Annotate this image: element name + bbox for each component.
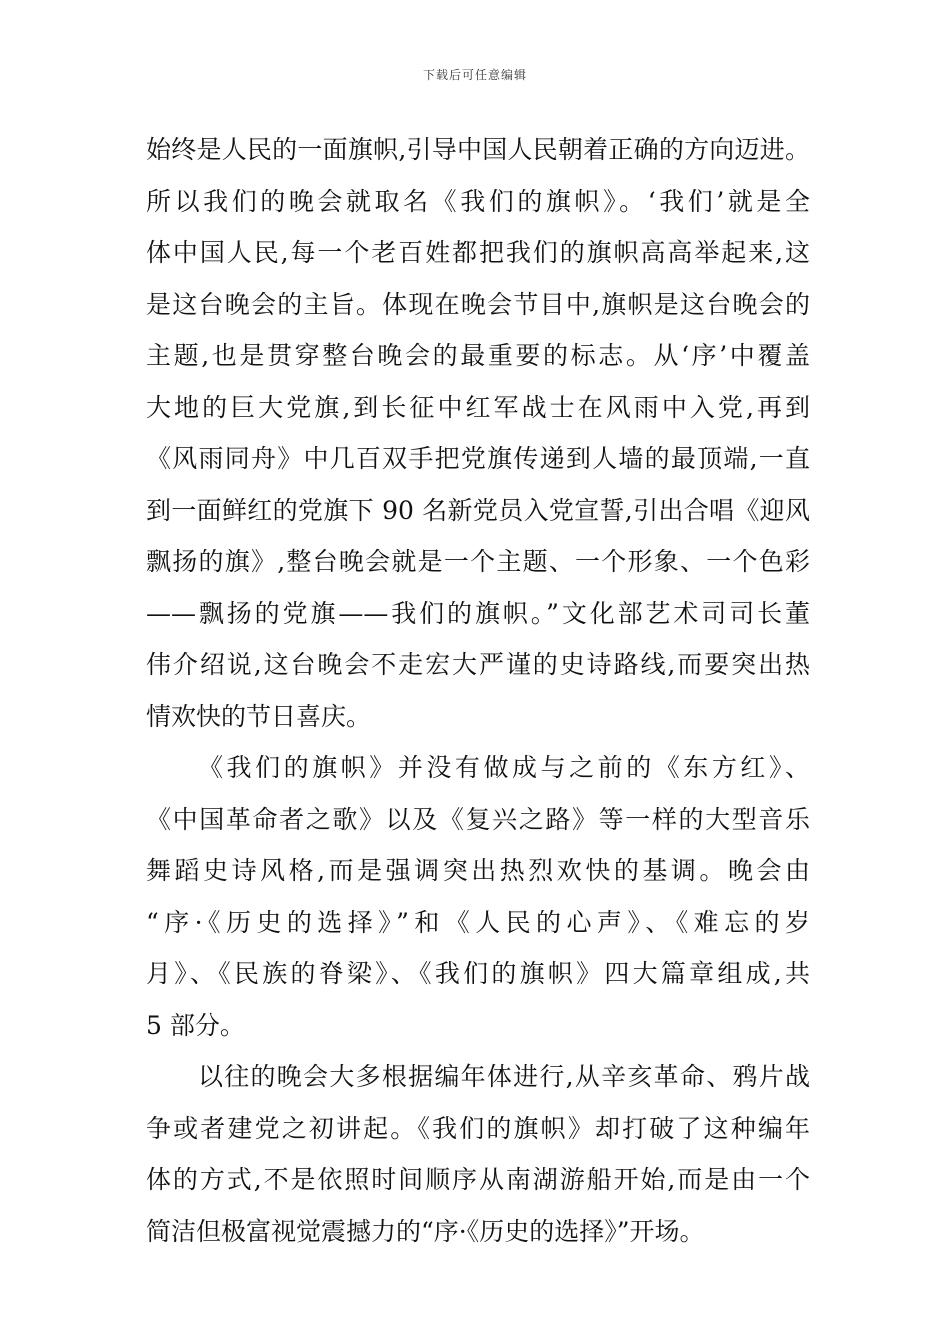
text-line: ——飘扬的党旗——我们的旗帜。”文化部艺术司司长董 — [146, 598, 810, 628]
paragraph-1 — [146, 124, 810, 742]
text-line: 是这台晚会的主旨。体现在晚会节目中,旗帜是这台晚会的 — [146, 289, 810, 319]
text-line: 主题,也是贯穿整台晚会的最重要的标志。从‘序’中覆盖 — [146, 341, 810, 370]
paragraph-3 — [146, 1051, 810, 1257]
text-line: 体中国人民,每一个老百姓都把我们的旗帜高高举起来,这 — [146, 238, 810, 267]
text-line: 舞蹈史诗风格,而是强调突出热烈欢快的基调。晚会由 — [146, 856, 810, 885]
text-line: 伟介绍说,这台晚会不走宏大严谨的史诗路线,而要突出热 — [146, 650, 810, 679]
text-line: 飘扬的旗》,整台晚会就是一个主题、一个形象、一个色彩 — [146, 547, 810, 576]
header-note: 下载后可任意编辑 — [422, 68, 527, 82]
text-line: 以往的晚会大多根据编年体进行,从辛亥革命、鸦片战 — [198, 1062, 810, 1091]
document-body — [146, 124, 810, 1257]
text-line: 争或者建党之初讲起。《我们的旗帜》却打破了这种编年 — [146, 1113, 810, 1143]
text-line: 始终是人民的一面旗帜,引导中国人民朝着正确的方向迈进。 — [146, 135, 810, 164]
paragraph-2 — [146, 742, 810, 1051]
text-line: “序·《历史的选择》”和《人民的心声》、《难忘的岁 — [146, 907, 810, 937]
text-line: 情欢快的节日喜庆。 — [146, 701, 372, 731]
text-line: 《中国革命者之歌》以及《复兴之路》等一样的大型音乐 — [146, 804, 810, 834]
text-line: 简洁但极富视觉震撼力的“序·《历史的选择》”开场。 — [146, 1216, 705, 1246]
text-line: 到一面鲜红的党旗下 90 名新党员入党宣誓,引出合唱《迎风 — [146, 495, 810, 525]
text-line: 《我们的旗帜》并没有做成与之前的《东方红》、 — [198, 753, 810, 782]
text-line: 体的方式,不是依照时间顺序从南湖游船开始,而是由一个 — [146, 1165, 810, 1194]
text-line: 5 部分。 — [146, 1010, 245, 1040]
text-line: 月》、《民族的脊梁》、《我们的旗帜》四大篇章组成,共 — [146, 959, 810, 988]
text-line: 所以我们的晚会就取名《我们的旗帜》。‘我们’就是全 — [146, 186, 810, 216]
text-line: 《风雨同舟》中几百双手把党旗传递到人墙的最顶端,一直 — [146, 444, 810, 473]
text-line: 大地的巨大党旗,到长征中红军战士在风雨中入党,再到 — [146, 392, 810, 422]
